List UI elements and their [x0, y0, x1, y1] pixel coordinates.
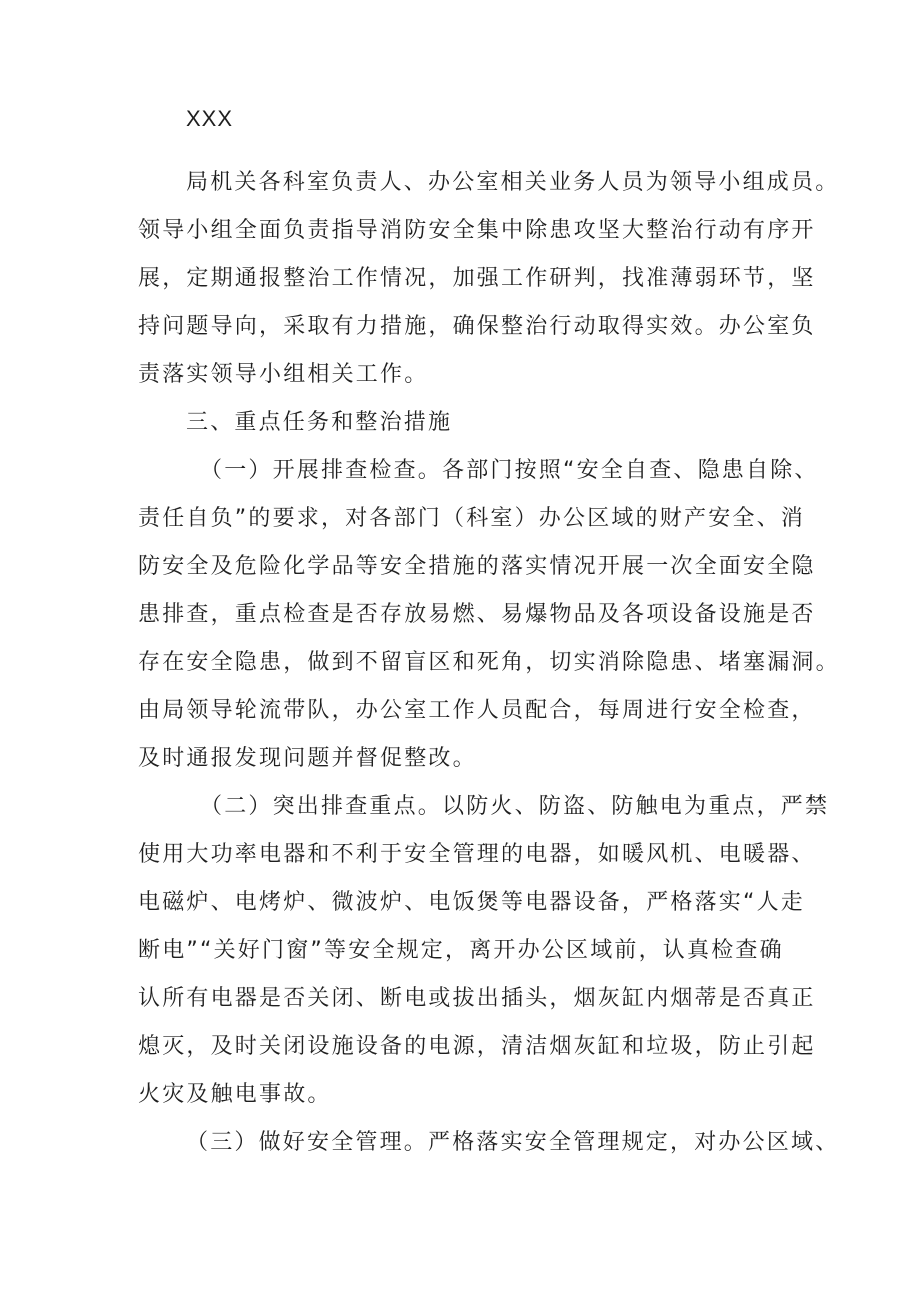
paragraph-3-line-2: 使用大功率电器和不利于安全管理的电器，如暖风机、电暖器、	[138, 842, 816, 867]
paragraph-2-line-1: （一）开展排查检查。各部门按照“安全自查、隐患自除、	[200, 458, 819, 483]
paragraph-3-line-1: （二）突出排查重点。以防火、防盗、防触电为重点，严禁	[200, 794, 830, 819]
paragraph-3-line-5: 认所有电器是否关闭、断电或拔出插头，烟灰缸内烟蒂是否真正	[138, 986, 816, 1011]
paragraph-3-line-6: 熄灭，及时关闭设施设备的电源，清洁烟灰缸和垃圾，防止引起	[138, 1034, 816, 1059]
document-header-name: XXX	[186, 106, 234, 131]
paragraph-1-line-1: 局机关各科室负责人、办公室相关业务人员为领导小组成员。	[186, 170, 840, 195]
paragraph-2-line-3: 防安全及危险化学品等安全措施的落实情况开展一次全面安全隐	[138, 554, 816, 579]
paragraph-1-line-2: 领导小组全面负责指导消防安全集中除患攻坚大整治行动有序开	[138, 218, 816, 243]
paragraph-2-line-2: 责任自负”的要求，对各部门（科室）办公区域的财产安全、消	[138, 506, 805, 531]
paragraph-1-line-4: 持问题导向，采取有力措施，确保整治行动取得实效。办公室负	[138, 314, 816, 339]
paragraph-4-line-1: （三）做好安全管理。严格落实安全管理规定，对办公区域、	[186, 1130, 840, 1155]
paragraph-3-line-3: 电磁炉、电烤炉、微波炉、电饭煲等电器设备，严格落实“人走	[138, 890, 805, 915]
paragraph-2-line-6: 由局领导轮流带队，办公室工作人员配合，每周进行安全检查，	[138, 698, 816, 723]
section-heading-3: 三、重点任务和整治措施	[186, 410, 453, 435]
paragraph-3-line-7: 火灾及触电事故。	[138, 1082, 332, 1107]
paragraph-3-line-4: 断电”“关好门窗”等安全规定，离开办公区域前，认真检查确	[138, 938, 784, 963]
paragraph-1-line-3: 展，定期通报整治工作情况，加强工作研判，找准薄弱环节，坚	[138, 266, 816, 291]
paragraph-2-line-7: 及时通报发现问题并督促整改。	[138, 746, 477, 771]
paragraph-1-line-5: 责落实领导小组相关工作。	[138, 362, 429, 387]
paragraph-2-line-4: 患排查，重点检查是否存放易燃、易爆物品及各项设备设施是否	[138, 602, 816, 627]
paragraph-2-line-5: 存在安全隐患，做到不留盲区和死角，切实消除隐患、堵塞漏洞。	[138, 650, 840, 675]
